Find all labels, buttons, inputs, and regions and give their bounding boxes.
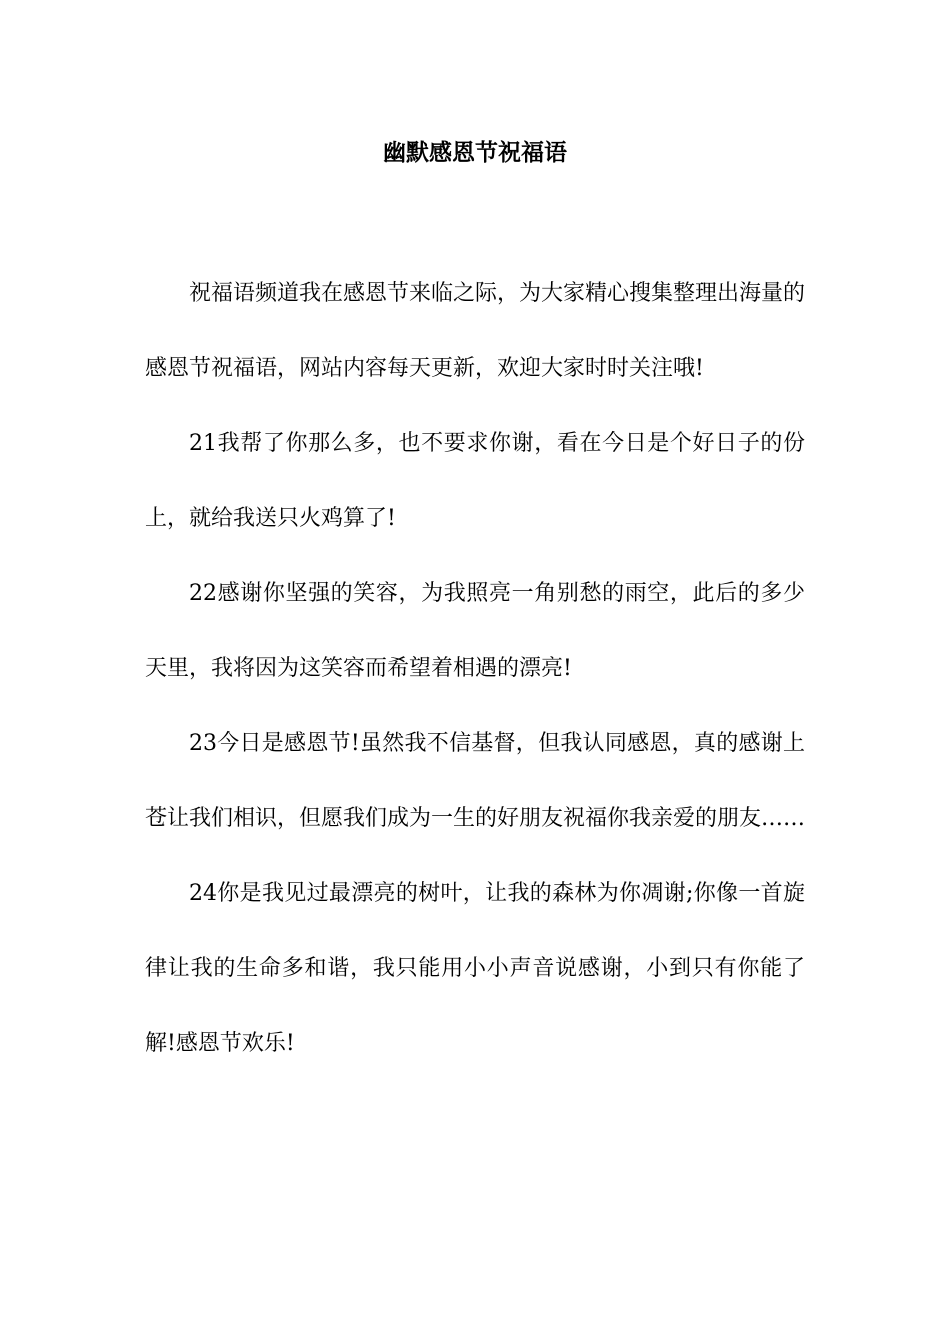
- greeting-paragraph-22: 22感谢你坚强的笑容，为我照亮一角别愁的雨空，此后的多少天里，我将因为这笑容而希望着相遇的漂亮!: [145, 581, 805, 681]
- document-title: 幽默感恩节祝福语: [383, 139, 567, 166]
- greeting-paragraph-21: 21我帮了你那么多，也不要求你谢，看在今日是个好日子的份上，就给我送只火鸡算了!: [145, 431, 805, 531]
- greeting-paragraph-23: 23今日是感恩节!虽然我不信基督，但我认同感恩，真的感谢上苍让我们相识，但愿我们成为一生的好朋友祝福你我亲爱的朋友……: [145, 731, 806, 831]
- document-body: [145, 256, 805, 1081]
- intro-paragraph: 祝福语频道我在感恩节来临之际，为大家精心搜集整理出海量的感恩节祝福语，网站内容每天更新，欢迎大家时时关注哦!: [145, 281, 806, 381]
- greeting-paragraph-24: 24你是我见过最漂亮的树叶，让我的森林为你凋谢;你像一首旋律让我的生命多和谐，我只能用小小声音说感谢，小到只有你能了解!感恩节欢乐!: [145, 881, 805, 1056]
